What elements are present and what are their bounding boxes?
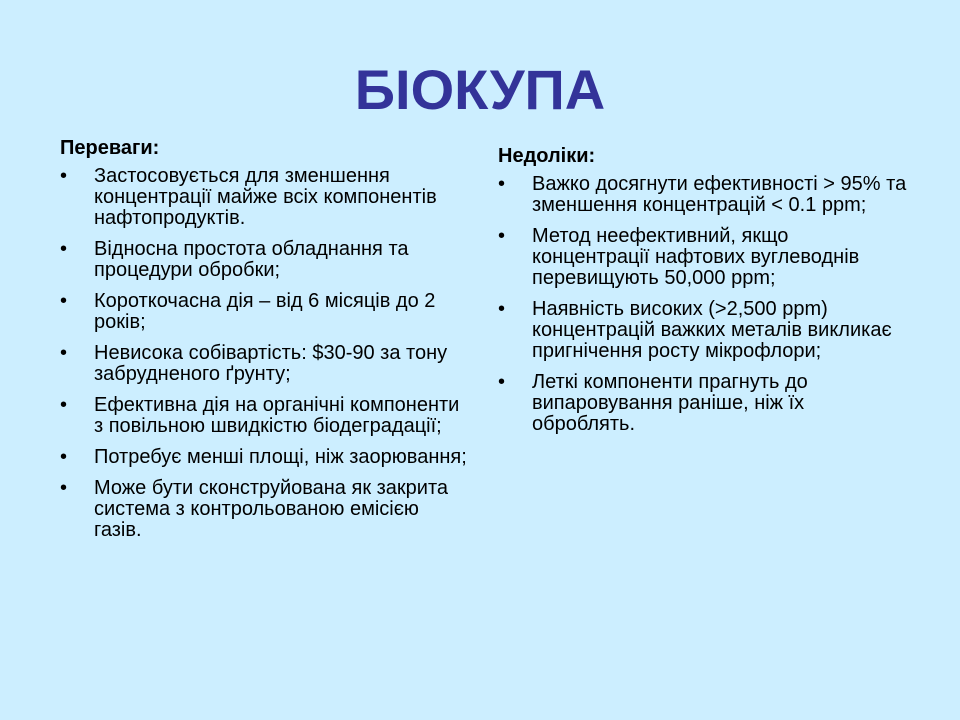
advantages-item-text: Може бути сконструйована як закрита система з контрольованою емісією газів. xyxy=(94,477,449,541)
advantages-item xyxy=(60,239,470,281)
disadvantages-item xyxy=(498,174,908,216)
slide-title: БІОКУПА xyxy=(354,58,606,121)
disadvantages-column xyxy=(498,144,908,445)
bullet-icon: • xyxy=(60,342,68,364)
advantages-heading: Переваги: xyxy=(60,137,160,159)
advantages-item xyxy=(60,478,470,541)
advantages-item-text: Короткочасна дія – від 6 місяців до 2 років; xyxy=(94,290,436,333)
advantages-item xyxy=(60,343,470,385)
bullet-icon: • xyxy=(498,371,506,393)
advantages-item-text: Відносна простота обладнання та процедури обробки; xyxy=(94,238,409,281)
bullet-icon: • xyxy=(60,165,68,187)
advantages-item xyxy=(60,166,470,229)
disadvantages-item xyxy=(498,372,908,435)
advantages-item xyxy=(60,395,470,437)
disadvantages-item xyxy=(498,299,908,362)
bullet-icon: • xyxy=(60,446,68,468)
disadvantages-item-text: Леткі компоненти прагнуть до випаровування раніше, ніж їх оброблять. xyxy=(532,371,808,435)
advantages-list xyxy=(60,166,470,541)
disadvantages-item-text: Метод неефективний, якщо концентрації нафтових вуглеводнів перевищують 50,000 ppm; xyxy=(532,225,860,289)
bullet-icon: • xyxy=(60,477,68,499)
advantages-item-text: Застосовується для зменшення концентрації майже всіх компонентів нафтопродуктів. xyxy=(94,165,437,229)
advantages-item xyxy=(60,447,470,468)
advantages-column xyxy=(60,136,470,551)
advantages-item-text: Потребує менші площі, ніж заорювання; xyxy=(94,446,467,468)
advantages-item xyxy=(60,291,470,333)
bullet-icon: • xyxy=(498,173,506,195)
bullet-icon: • xyxy=(60,394,68,416)
disadvantages-list xyxy=(498,174,908,435)
bullet-icon: • xyxy=(498,225,506,247)
advantages-item-text: Ефективна дія на органічні компоненти з повільною швидкістю біодеградації; xyxy=(94,394,460,437)
disadvantages-item-text: Наявність високих (>2,500 ppm) концентрацій важких металів викликає пригнічення росту мікрофлори; xyxy=(532,298,892,362)
bullet-icon: • xyxy=(60,238,68,260)
advantages-item-text: Невисока собівартість: $30-90 за тону забрудненого ґрунту; xyxy=(94,342,448,385)
bullet-icon: • xyxy=(498,298,506,320)
disadvantages-heading: Недоліки: xyxy=(498,145,596,167)
bullet-icon: • xyxy=(60,290,68,312)
disadvantages-item xyxy=(498,226,908,289)
disadvantages-item-text: Важко досягнути ефективності > 95% та зменшення концентрацій < 0.1 ppm; xyxy=(532,173,907,216)
